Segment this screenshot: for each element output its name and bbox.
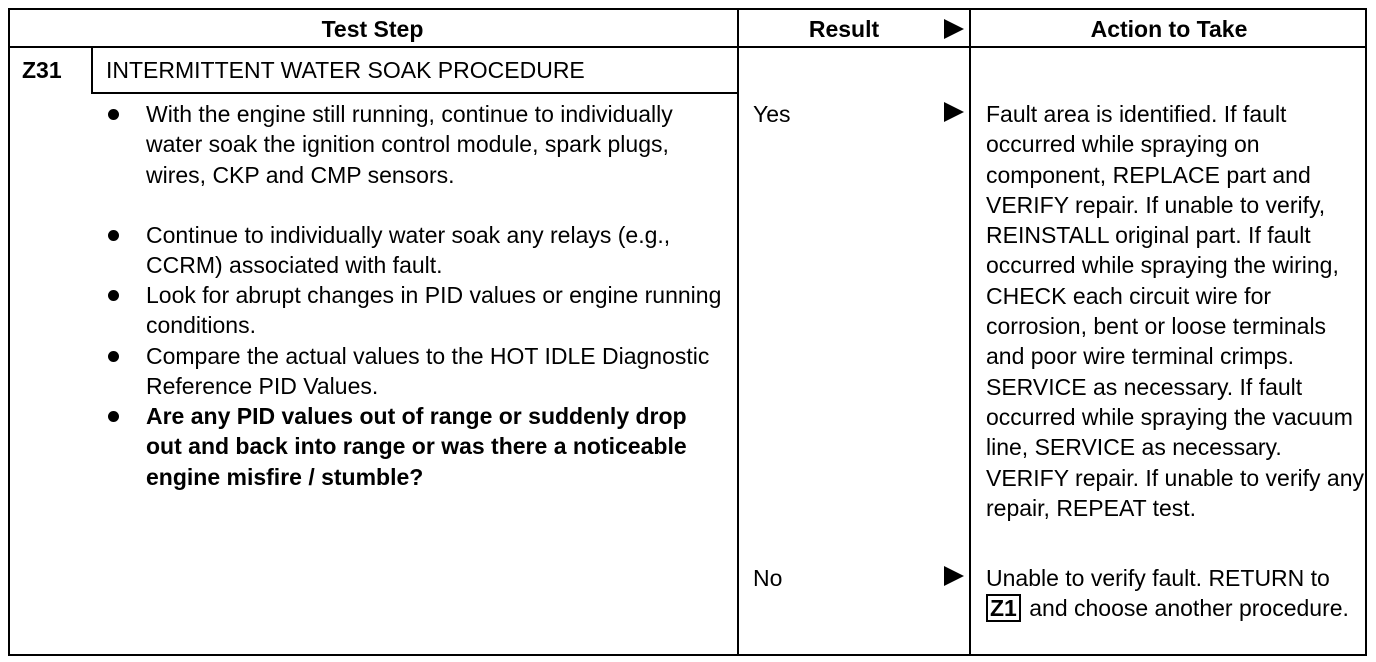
step-reference-link[interactable]: Z1 bbox=[986, 594, 1021, 622]
bullet-icon bbox=[108, 109, 119, 120]
header-result: Result bbox=[808, 16, 880, 42]
step-id-divider bbox=[91, 48, 93, 94]
result-yes-arrow-icon bbox=[944, 102, 964, 122]
bullet-text: With the engine still running, continue to individually water soak the ignition control module, spark plugs, wires, CKP and CMP sensors. bbox=[146, 101, 673, 188]
bullet-icon bbox=[108, 230, 119, 241]
header-action: Action to Take bbox=[1090, 16, 1248, 42]
bullet-text: Continue to individually water soak any relays (e.g., CCRM) associated with fault. bbox=[146, 222, 671, 279]
bullet-icon bbox=[108, 411, 119, 422]
result-no-arrow-icon bbox=[944, 566, 964, 586]
result-no-action bbox=[986, 563, 1364, 624]
header-test-step: Test Step bbox=[321, 16, 424, 42]
step-title: INTERMITTENT WATER SOAK PROCEDURE bbox=[106, 57, 585, 83]
column-divider-action bbox=[969, 8, 971, 656]
bullet-icon bbox=[108, 290, 119, 301]
column-divider-result bbox=[737, 8, 739, 656]
header-arrow-icon bbox=[944, 19, 964, 39]
header-divider bbox=[8, 46, 1367, 48]
step-title-underline bbox=[91, 92, 738, 94]
bullet-text: Compare the actual values to the HOT IDLE Diagnostic Reference PID Values. bbox=[146, 343, 710, 400]
bullet-icon bbox=[108, 351, 119, 362]
result-yes-label: Yes bbox=[753, 101, 791, 127]
result-no-action-post: and choose another procedure. bbox=[1029, 595, 1349, 622]
result-no-action-pre: Unable to verify fault. RETURN to bbox=[986, 565, 1330, 591]
result-no-label: No bbox=[753, 565, 783, 591]
bullet-text: Look for abrupt changes in PID values or engine running conditions. bbox=[146, 282, 722, 339]
result-yes-action: Fault area is identified. If fault occurred while spraying on component, REPLACE part and VERIFY repair. If unable to verify, REINSTALL original part. If fault occurred while spraying the wiring, CHECK each circuit wire for corrosion, bent or loose terminals and poor wire terminal crimps. SERVICE as necessary. If fault occurred while spraying the vacuum line, SERVICE as necessary. VERIFY repair. If unable to verify any repair, REPEAT test. bbox=[986, 101, 1364, 521]
bullet-text-question: Are any PID values out of range or suddenly drop out and back into range or was there a noticeable engine misfire / stumble? bbox=[146, 403, 687, 490]
step-id: Z31 bbox=[22, 57, 62, 83]
